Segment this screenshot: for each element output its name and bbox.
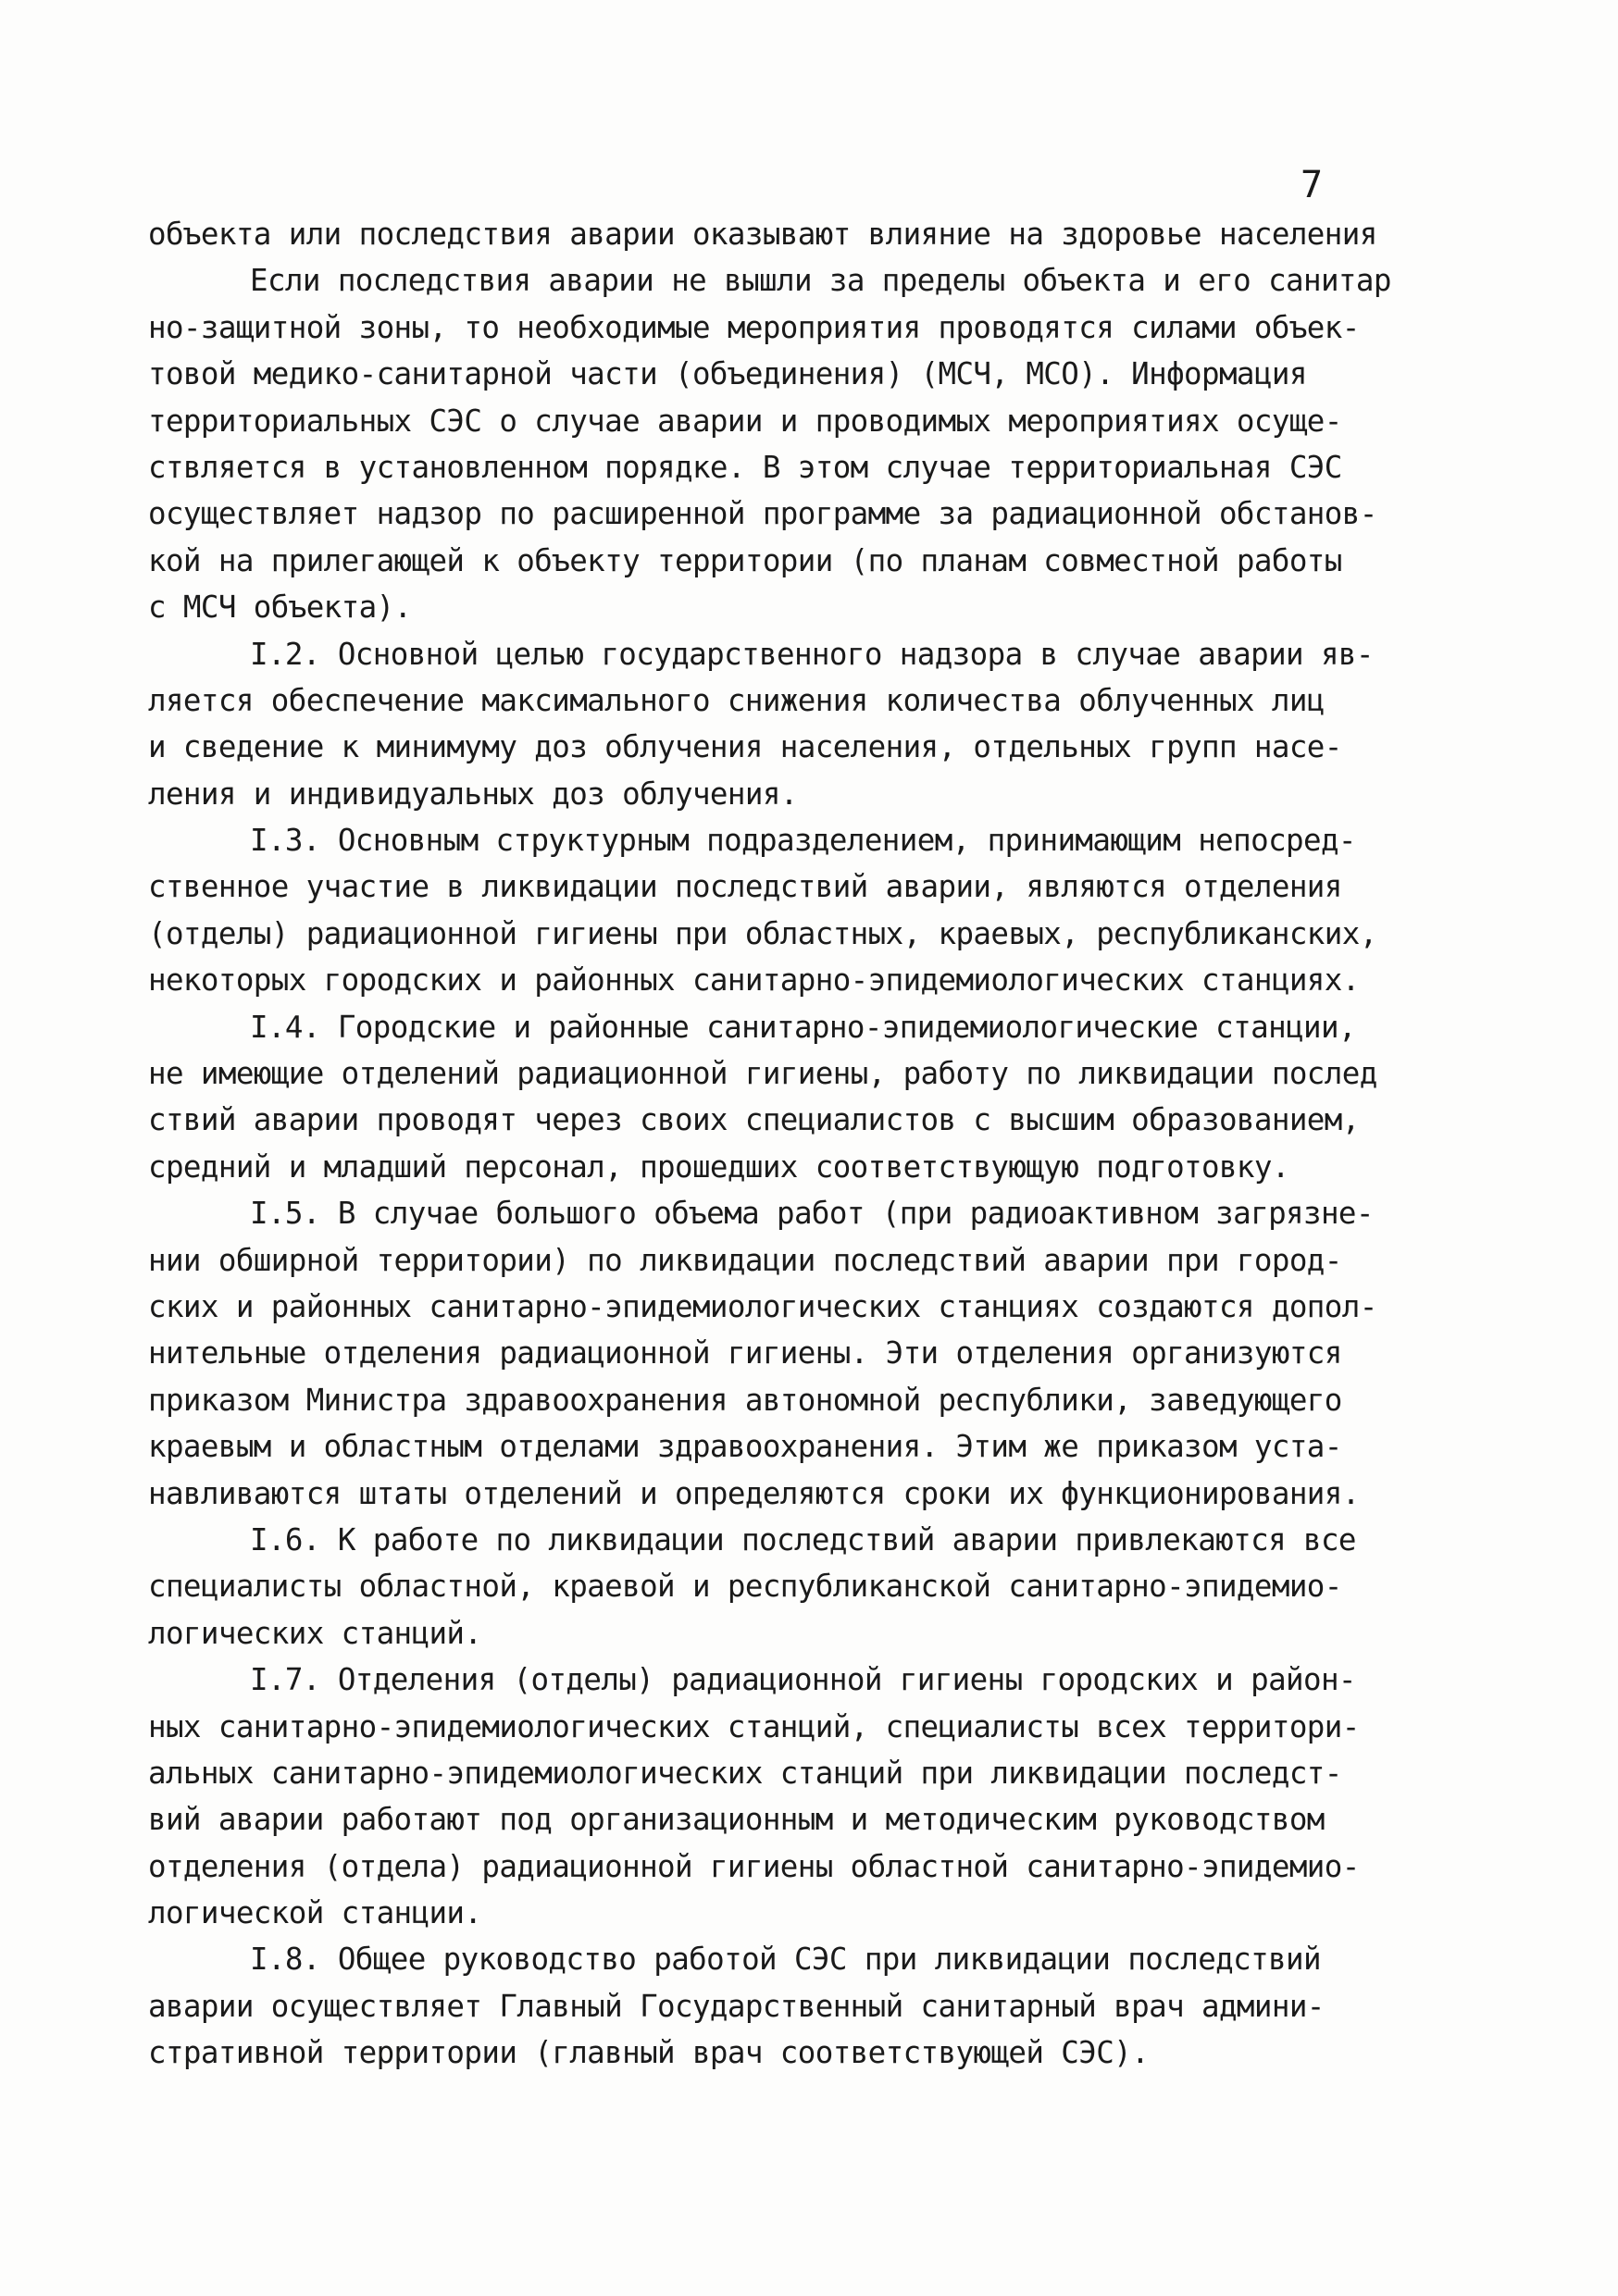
text-line: Если последствия аварии не вышли за пределы объекта и его санитар xyxy=(250,263,1391,299)
text-line: I.5. В случае большого объема работ (при радиоактивном загрязне- xyxy=(250,1196,1374,1232)
paragraph xyxy=(148,211,1481,257)
text-line: территориальных СЭС о случае аварии и проводимых мероприятиях осуще- xyxy=(148,403,1342,439)
text-line: ственное участие в ликвидации последствий аварии, являются отделения xyxy=(148,869,1342,905)
text-line: нительные отделения радиационной гигиены. Эти отделения организуются xyxy=(148,1335,1342,1371)
paragraph xyxy=(148,817,1481,1004)
text-line: I.2. Основной целью государственного надзора в случае аварии яв- xyxy=(250,636,1374,672)
paragraph xyxy=(148,1517,1481,1657)
text-line: ствляется в установленном порядке. В этом случае территориальная СЭС xyxy=(148,449,1342,485)
text-line: I.6. К работе по ликвидации последствий аварии привлекаются все xyxy=(250,1521,1356,1558)
text-line: ных санитарно-эпидемиологических станций, специалисты всех территори- xyxy=(148,1708,1360,1744)
text-line: аварии осуществляет Главный Государственный санитарный врач админи- xyxy=(148,1988,1325,2024)
paragraph xyxy=(148,1004,1481,1191)
paragraph xyxy=(148,257,1481,630)
text-line: I.8. Общее руководство работой СЭС при ликвидации последствий xyxy=(250,1942,1321,1978)
text-line: осуществляет надзор по расширенной программе за радиационной обстанов- xyxy=(148,496,1377,532)
text-line: вий аварии работают под организационным и методическим руководством xyxy=(148,1802,1325,1838)
text-line: ления и индивидуальных доз облучения. xyxy=(148,776,798,812)
text-line: навливаются штаты отделений и определяются сроки их функционирования. xyxy=(148,1475,1360,1511)
paragraph xyxy=(148,631,1481,818)
text-line: альных санитарно-эпидемиологических станций при ликвидации последст- xyxy=(148,1755,1342,1791)
page-number: 7 xyxy=(1301,164,1324,206)
text-line: краевым и областным отделами здравоохранения. Этим же приказом уста- xyxy=(148,1429,1342,1465)
text-line: некоторых городских и районных санитарно-эпидемиологических станциях. xyxy=(148,962,1360,999)
text-line: стративной территории (главный врач соответствующей СЭС). xyxy=(148,2035,1150,2071)
text-line: ствий аварии проводят через своих специалистов с высшим образованием, xyxy=(148,1102,1360,1138)
text-line: нии обширной территории) по ликвидации последствий аварии при город- xyxy=(148,1242,1342,1278)
text-line: кой на прилегающей к объекту территории (по планам совместной работы xyxy=(148,542,1342,578)
text-line: I.4. Городские и районные санитарно-эпидемиологические станции, xyxy=(250,1009,1356,1045)
text-line: ляется обеспечение максимального снижения количества облученных лиц xyxy=(148,682,1325,718)
text-line: I.3. Основным структурным подразделением, принимающим непосред- xyxy=(250,823,1356,859)
paragraph xyxy=(148,1936,1481,2076)
document-body xyxy=(148,211,1481,2077)
paragraph xyxy=(148,1190,1481,1517)
text-line: средний и младший персонал, прошедших соответствующую подготовку. xyxy=(148,1148,1289,1185)
text-line: логической станции. xyxy=(148,1895,482,1931)
text-line: I.7. Отделения (отделы) радиационной гигиены городских и район- xyxy=(250,1662,1356,1698)
paragraph xyxy=(148,1657,1481,1936)
text-line: ских и районных санитарно-эпидемиологических станциях создаются допол- xyxy=(148,1288,1377,1324)
text-line: объекта или последствия аварии оказывают влияние на здоровье населения xyxy=(148,217,1377,252)
text-line: товой медико-санитарной части (объединения) (МСЧ, МСО). Информация xyxy=(148,356,1307,392)
text-line: логических станций. xyxy=(148,1615,482,1651)
text-line: но-защитной зоны, то необходимые мероприятия проводятся силами объек- xyxy=(148,309,1360,345)
text-line: не имеющие отделений радиационной гигиены, работу по ликвидации послед xyxy=(148,1056,1377,1092)
text-line: отделения (отдела) радиационной гигиены областной санитарно-эпидемио- xyxy=(148,1848,1360,1884)
text-line: (отделы) радиационной гигиены при областных, краевых, республиканских, xyxy=(148,915,1377,951)
text-line: и сведение к минимуму доз облучения населения, отдельных групп насе- xyxy=(148,729,1342,765)
text-line: специалисты областной, краевой и республиканской санитарно-эпидемио- xyxy=(148,1569,1342,1605)
text-line: приказом Министра здравоохранения автономной республики, заведующего xyxy=(148,1382,1342,1418)
text-line: с МСЧ объекта). xyxy=(148,590,412,626)
